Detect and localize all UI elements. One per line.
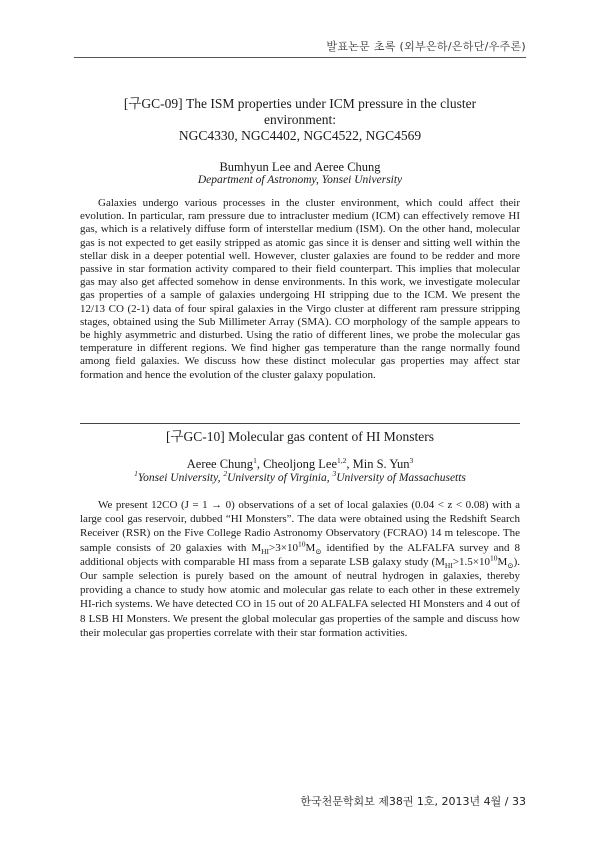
abstract-2-body bbox=[80, 498, 520, 640]
author-name: Min S. Yun bbox=[352, 457, 410, 471]
exponent: 10 bbox=[297, 538, 306, 548]
author-name: Cheoljong Lee bbox=[263, 457, 338, 471]
abstract-1-authors: Bumhyun Lee and Aeree Chung bbox=[219, 160, 381, 174]
running-header: 발표논문 초록 (외부은하/은하단/우주론) bbox=[326, 40, 526, 53]
abstract-1-title-line-3: NGC4330, NGC4402, NGC4522, NGC4569 bbox=[178, 128, 422, 143]
body-text-run: M bbox=[497, 555, 508, 568]
body-text-run: M bbox=[305, 541, 316, 554]
author-separator: , bbox=[256, 457, 264, 471]
body-text-run: >1.5×10 bbox=[452, 555, 490, 568]
body-text-run: >3×10 bbox=[269, 541, 298, 554]
affil-mark: 1 bbox=[134, 469, 138, 479]
abstract-1-title bbox=[80, 96, 520, 144]
abstract-2-authors bbox=[80, 457, 520, 472]
abstract-1-affiliation: Department of Astronomy, Yonsei University bbox=[197, 174, 403, 186]
affil-mark: 3 bbox=[332, 469, 337, 479]
hi-subscript: HI bbox=[444, 561, 453, 570]
abstract-1-title-line-2: environment: bbox=[264, 112, 336, 127]
author-affil-mark: 1 bbox=[253, 455, 257, 465]
section-divider bbox=[80, 423, 520, 424]
hi-subscript: HI bbox=[261, 546, 270, 556]
page-footer-citation: 한국천문학회보 제38권 1호, 2013년 4월 / 33 bbox=[300, 795, 526, 808]
header-rule bbox=[74, 57, 526, 58]
body-text-run: We present 12CO (J = 1 → 0) observations of a set of local galaxies (0.04 < z < 0.08) with a large cool gas reservoir, dubbed “HI Monsters”. The data were obtained using the Redshift Search Receiver (RSR) on the Five College Radio Astronomy Observatory (FCRAO) 14 m telescope. The sample consists of 20 galaxies with M bbox=[80, 499, 520, 554]
author-affil-mark: 1,2 bbox=[337, 455, 347, 465]
abstract-2-affiliations bbox=[80, 469, 520, 484]
affiliation: Yonsei University, bbox=[137, 472, 224, 484]
affil-mark: 2 bbox=[223, 469, 228, 479]
author-affil-mark: 3 bbox=[409, 455, 414, 465]
solar-symbol: ⊙ bbox=[507, 561, 514, 570]
abstract-1-title-line-1: [구GC-09] The ISM properties under ICM pressure in the cluster bbox=[123, 96, 477, 111]
affiliation: University of Massachusetts bbox=[336, 472, 466, 484]
abstract-2-title: [구GC-10] Molecular gas content of HI Monsters bbox=[166, 429, 434, 444]
abstract-1-body: Galaxies undergo various processes in the cluster environment, which could affect their evolution. In particular, ram pressure due to intracluster medium (ICM) can effectively remove HI gas, which is a relatively diffuse form of interstellar medium (ISM). On the other hand, molecular gas is not expected to get easily stripped as atomic gas since it is denser and sitting well within the stellar disk in a deeper potential well. However, cluster galaxies are found to be redder and more passive in star formation activity compared to their field counterpart. This implies that molecular gas may also get affected somehow in dense environments. In this work, we investigate molecular gas properties of a sample of galaxies undergoing HI stripping due to the ICM. We present the 12/13 CO (2-1) data of four spiral galaxies in the Virgo cluster at different ram pressure stripping stages, obtained using the Sub Millimeter Array (SMA). CO morphology of the sample appears to be highly asymmetric and disturbed. Using the ratio of different lines, we probe the molecular gas temperature in different regions. We find higher gas temperature than the range normally found among field galaxies. We discuss how these distinct molecular gas properties may affect star formation and hence the evolution of the cluster galaxy population. bbox=[80, 197, 520, 381]
body-text-run: identified by the ALFALFA survey and 8 additional objects with comparable HI mass from a separate LSB galaxy study (M bbox=[80, 541, 520, 568]
author-name: Aeree Chung bbox=[186, 457, 254, 471]
solar-symbol: ⊙ bbox=[315, 546, 322, 556]
author-separator: , bbox=[346, 457, 353, 471]
affiliation: University of Virginia, bbox=[227, 472, 333, 484]
body-text-run: ). Our sample selection is purely based on the amount of neutral hydrogen in galaxies, thereby providing a chance to study how atomic and molecular gas relate to each other in these extremely HI-rich systems. We have detected CO in 15 out of 20 ALFALFA selected HI Monsters and 4 out of 8 LSB HI Monsters. We present the global molecular gas properties of the sample and discuss how their molecular gas properties correlate with their star formation activities. bbox=[80, 555, 520, 639]
exponent: 10 bbox=[490, 553, 498, 563]
